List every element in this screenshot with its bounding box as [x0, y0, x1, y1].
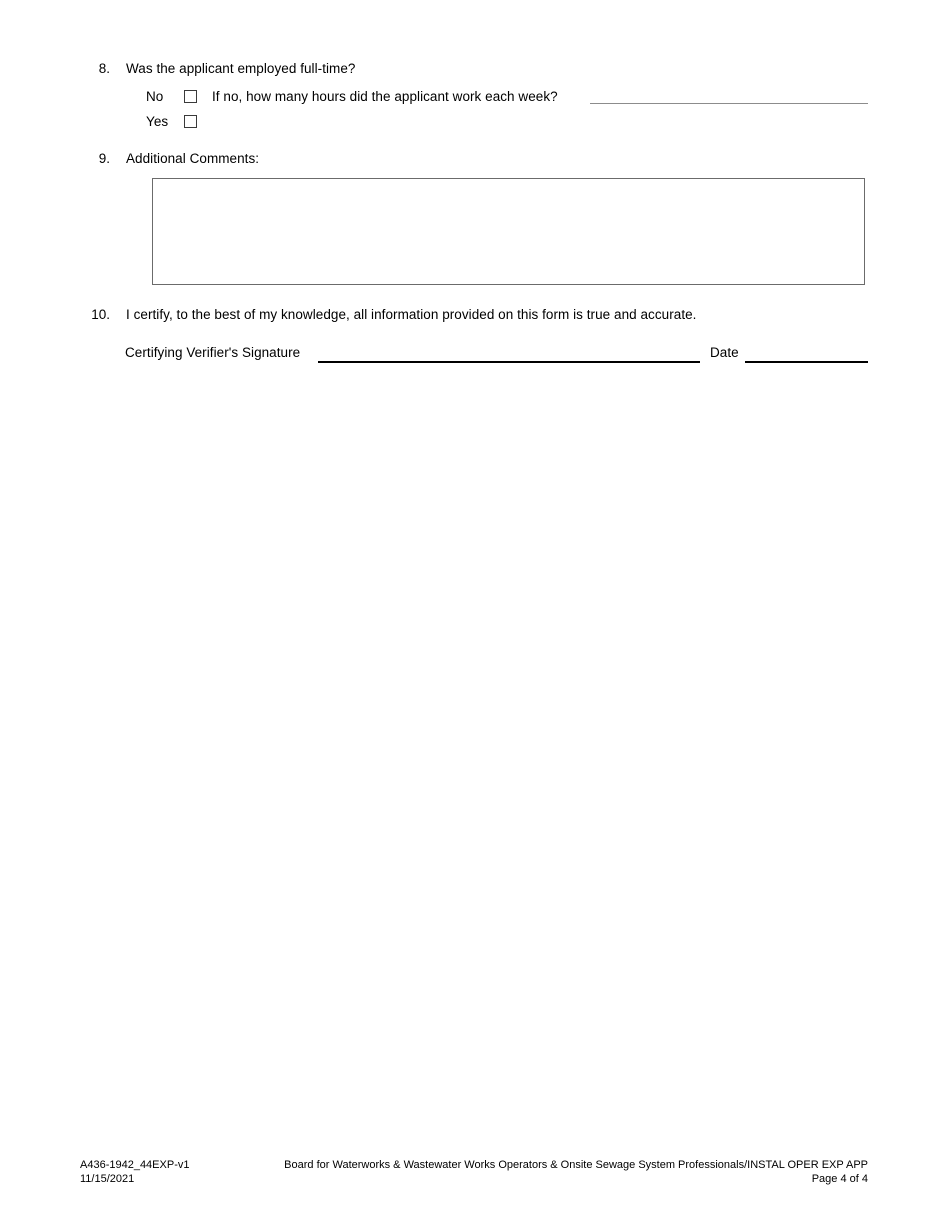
footer-row-bottom [80, 1173, 868, 1187]
question-10-certification-text: I certify, to the best of my knowledge, all information provided on this form is true and accurate. [126, 307, 697, 322]
question-8-checkbox-yes[interactable] [184, 115, 197, 128]
question-9-number: 9. [98, 151, 110, 166]
date-input-line[interactable] [745, 361, 868, 363]
signature-input-line[interactable] [318, 361, 700, 363]
additional-comments-textarea[interactable] [152, 178, 865, 285]
footer-form-id: A436-1942_44EXP-v1 [80, 1159, 190, 1171]
question-8-number: 8. [98, 61, 110, 76]
question-9-text: Additional Comments: [126, 151, 260, 166]
footer-agency-name: Board for Waterworks & Wastewater Works Operators & Onsite Sewage System Professionals/INSTAL OPER EXP APP [284, 1159, 868, 1171]
question-8-checkbox-no[interactable] [184, 90, 197, 103]
question-8-text: Was the applicant employed full-time? [126, 61, 356, 76]
question-8-option-yes-label: Yes [146, 114, 169, 129]
page-footer [80, 1159, 868, 1186]
question-8-sub-question-text: If no, how many hours did the applicant work each week? [212, 89, 558, 104]
signature-label: Certifying Verifier's Signature [125, 345, 301, 360]
footer-page-number: Page 4 of 4 [811, 1172, 868, 1185]
footer-revision-date: 11/15/2021 [80, 1172, 135, 1185]
question-8-option-no-label: No [146, 89, 164, 104]
date-label: Date [710, 345, 739, 360]
footer-row-top [80, 1159, 868, 1173]
question-8-hours-input-line[interactable] [590, 103, 868, 104]
question-10-number: 10. [91, 307, 110, 322]
